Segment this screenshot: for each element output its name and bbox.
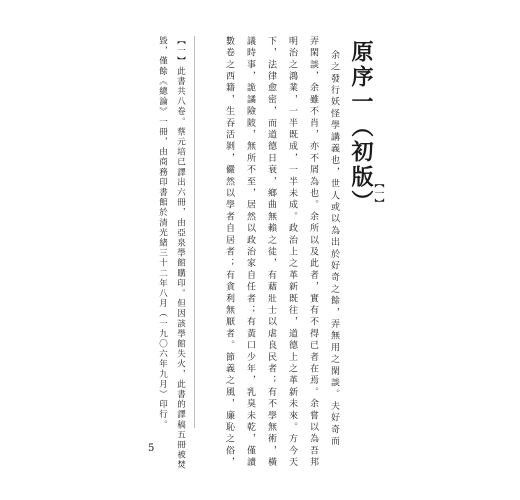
- footnote-divider: [194, 36, 195, 428]
- footnote-line: 【一】此書共八卷。蔡元培已譯出六冊，由亞泉學館購印。但因該學館失火，此書的譯稿五冊被焚: [175, 36, 186, 471]
- body-line: 明治之鴻業，一半既成，一半未成。政治上之革新既往，道德上之革新未來。方今天: [287, 36, 297, 469]
- chapter-title: 原序一（初版）: [348, 40, 374, 215]
- body-line: 下，法律愈密，而道德日衰，鄉曲無賴之徒，有藉壯士以虐良民者；有不學無術，橫: [266, 36, 276, 469]
- footnote-line: 毀，僅餘《總論》一冊，由商務印書館於清光緒三十二年八月（一九〇六年九月）印行。: [157, 36, 168, 430]
- body-line: 余之發行妖怪學講義也，世人或以為出於好奇之餘，弄無用之閑談。夫好奇而: [329, 50, 339, 448]
- body-line: 數卷之西籍，生吞活剝，儼然以學者自居者；有貪利無厭者。節義之風，廉恥之俗，: [224, 36, 234, 469]
- body-line: 弄閑談，余雖不肖，亦不屑為也。余所以及此者，實有不得已者在焉。余嘗以為吾邦: [308, 36, 318, 469]
- footnote-reference-mark: 【一】: [372, 178, 383, 208]
- body-line: 議時事，詭譎險陂，無所不至，居然以政治家自任者；有黃口少年，乳臭未乾，僅讀: [245, 36, 255, 469]
- page-number: 5: [148, 443, 155, 454]
